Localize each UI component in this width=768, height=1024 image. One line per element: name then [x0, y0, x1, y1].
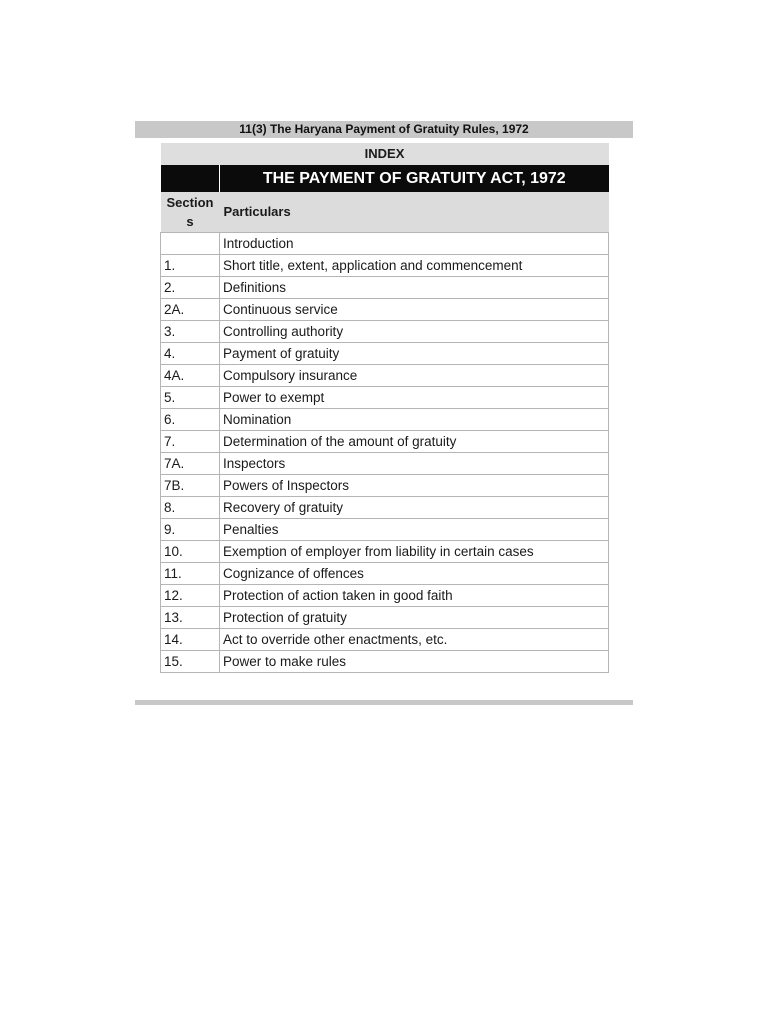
section-particular: Exemption of employer from liability in certain cases [220, 541, 609, 563]
table-row [161, 409, 609, 431]
bottom-rule [135, 700, 633, 705]
section-number: 7. [161, 431, 220, 453]
section-particular: Cognizance of offences [220, 563, 609, 585]
act-title-row [161, 165, 609, 192]
table-row [161, 365, 609, 387]
table-row [161, 607, 609, 629]
section-number: 14. [161, 629, 220, 651]
section-number [161, 233, 220, 255]
table-row [161, 629, 609, 651]
section-number: 5. [161, 387, 220, 409]
sections-header-line2: s [186, 214, 194, 229]
section-number: 11. [161, 563, 220, 585]
table-row [161, 563, 609, 585]
index-row [161, 143, 609, 165]
section-number: 4A. [161, 365, 220, 387]
section-number: 9. [161, 519, 220, 541]
column-header-row [161, 192, 609, 233]
particulars-column-header: Particulars [220, 192, 609, 233]
section-particular: Introduction [220, 233, 609, 255]
table-row [161, 387, 609, 409]
section-number: 2A. [161, 299, 220, 321]
section-particular: Recovery of gratuity [220, 497, 609, 519]
act-title: THE PAYMENT OF GRATUITY ACT, 1972 [220, 165, 609, 192]
section-number: 7A. [161, 453, 220, 475]
section-particular: Payment of gratuity [220, 343, 609, 365]
section-number: 13. [161, 607, 220, 629]
section-particular: Act to override other enactments, etc. [220, 629, 609, 651]
section-particular: Controlling authority [220, 321, 609, 343]
section-particular: Short title, extent, application and commencement [220, 255, 609, 277]
section-particular: Protection of action taken in good faith [220, 585, 609, 607]
section-number: 7B. [161, 475, 220, 497]
sections-column-header [161, 192, 220, 233]
table-row [161, 255, 609, 277]
section-number: 6. [161, 409, 220, 431]
section-particular: Nomination [220, 409, 609, 431]
section-number: 12. [161, 585, 220, 607]
section-particular: Powers of Inspectors [220, 475, 609, 497]
index-label: INDEX [161, 143, 609, 165]
table-row [161, 585, 609, 607]
section-number: 15. [161, 651, 220, 673]
index-table [160, 143, 609, 673]
section-particular: Compulsory insurance [220, 365, 609, 387]
act-title-spacer [161, 165, 220, 192]
table-row [161, 343, 609, 365]
section-number: 10. [161, 541, 220, 563]
section-particular: Continuous service [220, 299, 609, 321]
table-row [161, 277, 609, 299]
table-row [161, 431, 609, 453]
section-particular: Definitions [220, 277, 609, 299]
section-number: 8. [161, 497, 220, 519]
table-row [161, 233, 609, 255]
table-row [161, 541, 609, 563]
section-particular: Power to exempt [220, 387, 609, 409]
section-particular: Determination of the amount of gratuity [220, 431, 609, 453]
section-particular: Inspectors [220, 453, 609, 475]
section-number: 3. [161, 321, 220, 343]
table-row [161, 321, 609, 343]
section-number: 2. [161, 277, 220, 299]
section-particular: Protection of gratuity [220, 607, 609, 629]
section-number: 1. [161, 255, 220, 277]
running-header: 11(3) The Haryana Payment of Gratuity Rules, 1972 [135, 121, 633, 138]
table-row [161, 453, 609, 475]
section-particular: Penalties [220, 519, 609, 541]
table-row [161, 519, 609, 541]
table-row [161, 299, 609, 321]
table-row [161, 475, 609, 497]
table-row [161, 651, 609, 673]
section-particular: Power to make rules [220, 651, 609, 673]
sections-header-line1: Section [166, 195, 214, 210]
table-row [161, 497, 609, 519]
section-number: 4. [161, 343, 220, 365]
